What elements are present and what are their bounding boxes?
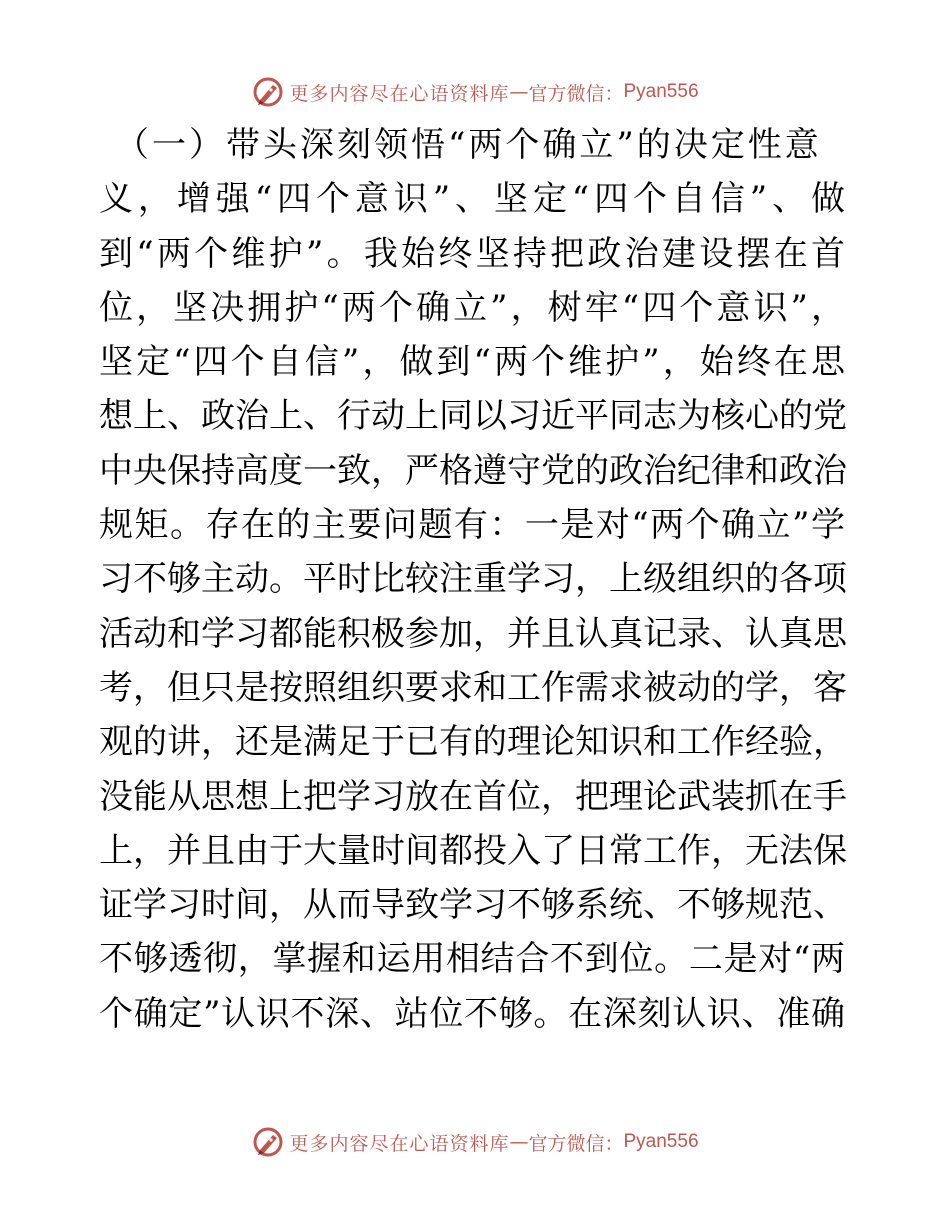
paragraph-line: 活动和学习都能积极参加，并且认真记录、认真思 — [99, 613, 847, 654]
footer-watermark-banner — [0, 1122, 950, 1162]
paragraph-line: 观的讲，还是满足于已有的理论知识和工作经验， — [99, 722, 847, 763]
banner-brand-text: 更多内容尽在心语资料库 — [289, 82, 510, 105]
paragraph-line: 坚定“四个自信”，做到“两个维护”，始终在思 — [99, 342, 845, 383]
header-watermark-banner — [0, 72, 950, 112]
paragraph-line: 个确定”认识不深、站位不够。在深刻认识、准确 — [99, 993, 845, 1034]
paragraph-line: 考，但只是按照组织要求和工作需求被动的学，客 — [99, 667, 847, 708]
pen-nib-logo-icon — [251, 75, 285, 109]
paragraph-line: 到“两个维护”。我始终坚持把政治建设摆在首 — [99, 233, 845, 274]
banner-official-label: 官方微信： — [528, 82, 624, 105]
banner-wechat-id: Pyan556 — [623, 1131, 699, 1152]
paragraph-line: 习不够主动。平时比较注重学习，上级组织的各项 — [99, 559, 847, 600]
banner-wechat-id: Pyan556 — [623, 81, 699, 102]
paragraph-line: 上，并且由于大量时间都投入了日常工作，无法保 — [99, 830, 847, 871]
paragraph-line: 想上、政治上、行动上同以习近平同志为核心的党 — [99, 396, 847, 437]
banner-separator: — — [509, 81, 529, 103]
paragraph-line: 证学习时间，从而导致学习不够系统、不够规范、 — [99, 885, 847, 926]
paragraph-line: 位，坚决拥护“两个确立”，树牢“四个意识”， — [99, 287, 845, 328]
paragraph-line: 规矩。存在的主要问题有：一是对“两个确立”学 — [99, 505, 845, 546]
paragraph-line: 没能从思想上把学习放在首位，把理论武装抓在手 — [99, 776, 847, 817]
pen-nib-logo-icon — [251, 1125, 285, 1159]
banner-separator: — — [509, 1131, 529, 1153]
paragraph-line: （一）带头深刻领悟“两个确立”的决定性意 — [115, 125, 822, 165]
body-paragraph — [99, 118, 859, 1041]
banner-official-label: 官方微信： — [528, 1132, 624, 1155]
banner-brand-text: 更多内容尽在心语资料库 — [289, 1132, 510, 1155]
paragraph-line: 义，增强“四个意识”、坚定“四个自信”、做 — [99, 179, 845, 220]
paragraph-line: 中央保持高度一致，严格遵守党的政治纪律和政治 — [99, 450, 847, 491]
paragraph-line: 不够透彻，掌握和运用相结合不到位。二是对“两 — [99, 939, 845, 980]
